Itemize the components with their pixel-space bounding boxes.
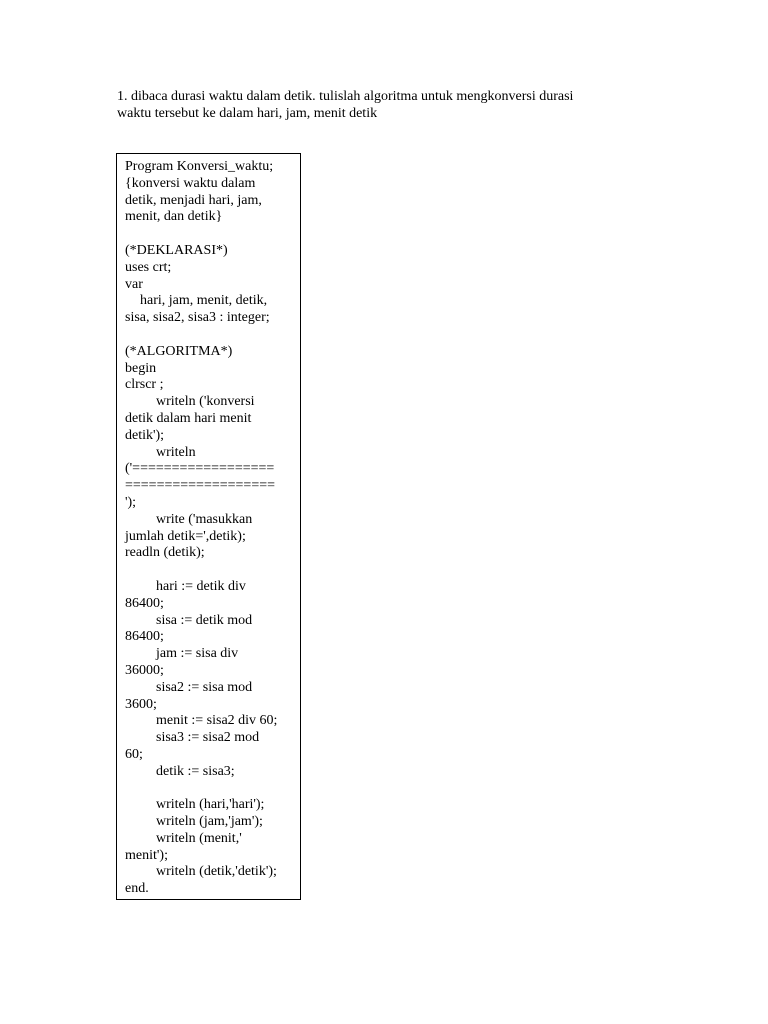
code-line: jumlah detik=',detik); [125, 528, 246, 544]
code-line: Program Konversi_waktu; [125, 159, 274, 174]
code-line: writeln (hari,'hari'); [156, 797, 265, 813]
code-line: ('================== [125, 461, 275, 477]
code-line: 3600; [125, 696, 157, 712]
code-line: sisa, sisa2, sisa3 : integer; [125, 310, 270, 326]
code-line: menit'); [125, 847, 168, 863]
code-line: writeln ('konversi [156, 394, 255, 410]
code-line [125, 226, 300, 243]
code-line: detik dalam hari menit [125, 410, 252, 426]
code-line: jam := sisa div [156, 646, 239, 662]
code-line: 60; [125, 746, 143, 762]
question-line-2: waktu tersebut ke dalam hari, jam, menit detik [117, 106, 378, 121]
code-line: 86400; [125, 595, 164, 611]
code-line: (*ALGORITMA*) [125, 343, 233, 359]
code-line [125, 780, 300, 797]
code-line: '); [125, 494, 137, 510]
code-line: writeln (detik,'detik'); [156, 864, 277, 880]
code-line: detik, menjadi hari, jam, [125, 192, 262, 208]
code-line: clrscr ; [125, 377, 164, 393]
code-line: hari, jam, menit, detik, [140, 293, 268, 309]
code-line: (*DEKLARASI*) [125, 242, 228, 258]
code-line: detik'); [125, 427, 165, 443]
code-line: hari := detik div [156, 578, 246, 594]
code-line [125, 562, 300, 579]
code-line: =================== [125, 478, 276, 494]
code-line: begin [125, 360, 157, 376]
code-listing-box [116, 153, 301, 900]
code-line: 36000; [125, 662, 164, 678]
code-line: writeln (jam,'jam'); [156, 814, 263, 830]
question-text [117, 88, 637, 122]
code-line: writeln (menit,' [156, 830, 242, 846]
code-line: sisa := detik mod [156, 612, 253, 628]
code-line: writeln [156, 444, 196, 460]
question-line-1: 1. dibaca durasi waktu dalam detik. tulislah algoritma untuk mengkonversi durasi [117, 89, 574, 104]
code-line: menit, dan detik} [125, 209, 223, 225]
code-line: {konversi waktu dalam [125, 175, 256, 191]
code-line: end. [125, 881, 149, 897]
code-line: uses crt; [125, 259, 172, 275]
code-line: var [125, 276, 143, 292]
code-line: sisa2 := sisa mod [156, 679, 253, 695]
code-line: sisa3 := sisa2 mod [156, 730, 260, 746]
code-line: readln (detik); [125, 545, 205, 561]
code-line: menit := sisa2 div 60; [156, 713, 278, 729]
code-line: 86400; [125, 629, 164, 645]
code-line: detik := sisa3; [156, 763, 235, 779]
code-line: write ('masukkan [156, 511, 253, 527]
code-line [125, 327, 300, 344]
